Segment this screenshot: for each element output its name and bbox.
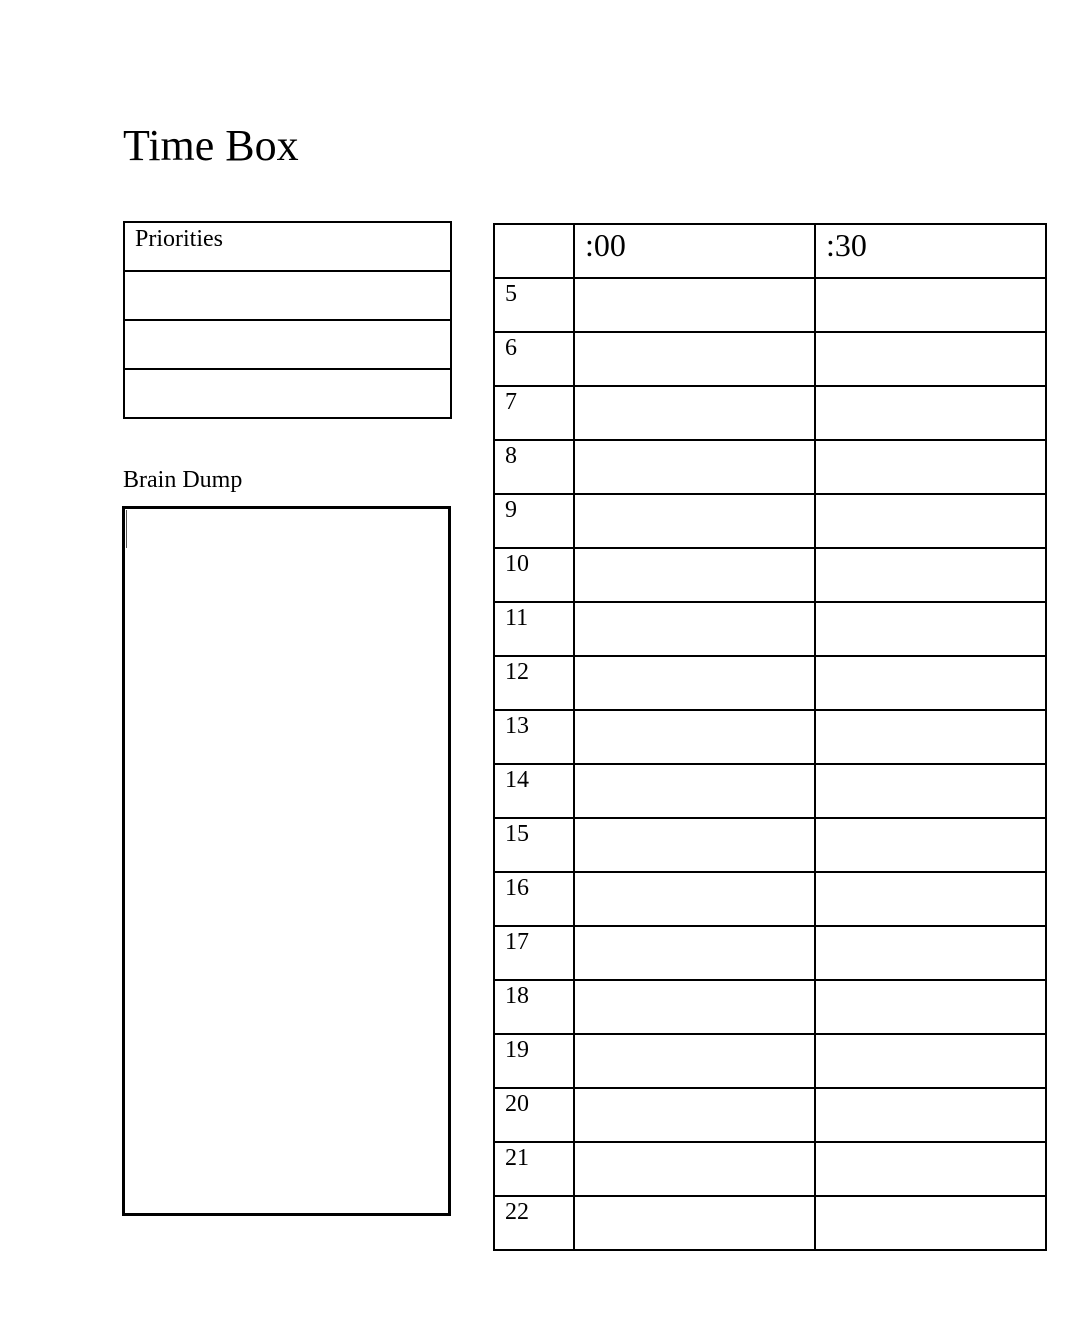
hour-label: 15 xyxy=(494,818,574,872)
hour-label: 20 xyxy=(494,1088,574,1142)
schedule-row xyxy=(494,980,1046,1034)
schedule-row xyxy=(494,494,1046,548)
slot-30-cell[interactable] xyxy=(815,1196,1046,1250)
slot-30-cell[interactable] xyxy=(815,386,1046,440)
slot-00-cell[interactable] xyxy=(574,278,815,332)
slot-00-cell[interactable] xyxy=(574,1142,815,1196)
schedule-row xyxy=(494,1034,1046,1088)
slot-30-cell[interactable] xyxy=(815,980,1046,1034)
slot-00-cell[interactable] xyxy=(574,980,815,1034)
hour-label: 13 xyxy=(494,710,574,764)
slot-30-cell[interactable] xyxy=(815,872,1046,926)
hour-label: 17 xyxy=(494,926,574,980)
priority-slot-1[interactable] xyxy=(124,271,451,320)
hour-label: 11 xyxy=(494,602,574,656)
slot-30-cell[interactable] xyxy=(815,818,1046,872)
slot-00-cell[interactable] xyxy=(574,332,815,386)
hour-label: 9 xyxy=(494,494,574,548)
slot-00-cell[interactable] xyxy=(574,926,815,980)
brain-dump-box[interactable] xyxy=(122,506,451,1216)
priority-slot-3[interactable] xyxy=(124,369,451,418)
schedule-table xyxy=(493,223,1047,1251)
schedule-body xyxy=(494,278,1046,1250)
schedule-row xyxy=(494,764,1046,818)
hour-label: 8 xyxy=(494,440,574,494)
slot-00-cell[interactable] xyxy=(574,602,815,656)
slot-00-cell[interactable] xyxy=(574,656,815,710)
slot-30-cell[interactable] xyxy=(815,602,1046,656)
hour-label: 18 xyxy=(494,980,574,1034)
priorities-table xyxy=(123,221,452,419)
slot-30-cell[interactable] xyxy=(815,710,1046,764)
schedule-row xyxy=(494,1142,1046,1196)
priority-slot-2[interactable] xyxy=(124,320,451,369)
brain-dump-label: Brain Dump xyxy=(123,467,243,493)
slot-30-cell[interactable] xyxy=(815,1088,1046,1142)
slot-30-cell[interactable] xyxy=(815,926,1046,980)
page-title: Time Box xyxy=(123,121,299,170)
schedule-row xyxy=(494,1088,1046,1142)
schedule-row xyxy=(494,818,1046,872)
slot-30-cell[interactable] xyxy=(815,278,1046,332)
schedule-row xyxy=(494,440,1046,494)
slot-00-cell[interactable] xyxy=(574,548,815,602)
text-cursor xyxy=(126,510,127,548)
hour-label: 22 xyxy=(494,1196,574,1250)
priorities-header: Priorities xyxy=(124,222,451,271)
hour-label: 5 xyxy=(494,278,574,332)
schedule-row xyxy=(494,710,1046,764)
slot-30-cell[interactable] xyxy=(815,332,1046,386)
slot-30-cell[interactable] xyxy=(815,1034,1046,1088)
slot-00-cell[interactable] xyxy=(574,764,815,818)
slot-00-cell[interactable] xyxy=(574,1088,815,1142)
hour-label: 12 xyxy=(494,656,574,710)
hour-label: 7 xyxy=(494,386,574,440)
schedule-row xyxy=(494,602,1046,656)
slot-30-cell[interactable] xyxy=(815,1142,1046,1196)
slot-00-cell[interactable] xyxy=(574,1034,815,1088)
schedule-row xyxy=(494,1196,1046,1250)
schedule-row xyxy=(494,332,1046,386)
schedule-corner-cell xyxy=(494,224,574,278)
column-header-30: :30 xyxy=(815,224,1046,278)
schedule-row xyxy=(494,656,1046,710)
slot-30-cell[interactable] xyxy=(815,548,1046,602)
schedule-row xyxy=(494,548,1046,602)
schedule-row xyxy=(494,386,1046,440)
slot-00-cell[interactable] xyxy=(574,710,815,764)
hour-label: 10 xyxy=(494,548,574,602)
hour-label: 16 xyxy=(494,872,574,926)
schedule-row xyxy=(494,926,1046,980)
slot-00-cell[interactable] xyxy=(574,386,815,440)
hour-label: 21 xyxy=(494,1142,574,1196)
slot-30-cell[interactable] xyxy=(815,764,1046,818)
slot-00-cell[interactable] xyxy=(574,1196,815,1250)
hour-label: 19 xyxy=(494,1034,574,1088)
slot-30-cell[interactable] xyxy=(815,440,1046,494)
column-header-00: :00 xyxy=(574,224,815,278)
slot-30-cell[interactable] xyxy=(815,494,1046,548)
schedule-row xyxy=(494,872,1046,926)
slot-30-cell[interactable] xyxy=(815,656,1046,710)
hour-label: 6 xyxy=(494,332,574,386)
hour-label: 14 xyxy=(494,764,574,818)
slot-00-cell[interactable] xyxy=(574,872,815,926)
slot-00-cell[interactable] xyxy=(574,818,815,872)
slot-00-cell[interactable] xyxy=(574,440,815,494)
schedule-row xyxy=(494,278,1046,332)
slot-00-cell[interactable] xyxy=(574,494,815,548)
